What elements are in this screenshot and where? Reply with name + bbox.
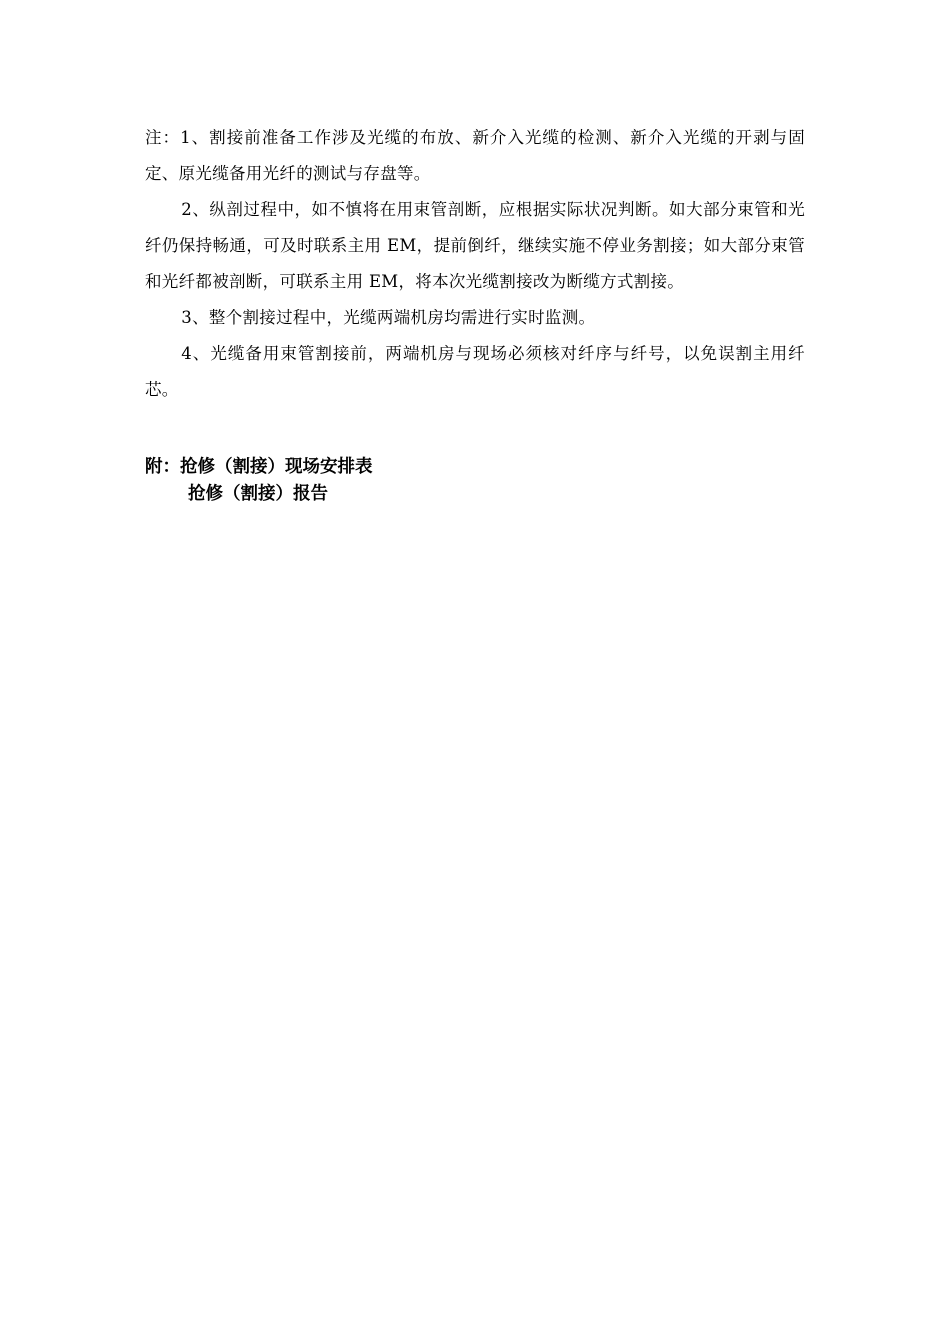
note-1: 注：1、割接前准备工作涉及光缆的布放、新介入光缆的检测、新介入光缆的开剥与固定、原光缆备用光纤的测试与存盘等。 <box>145 128 805 183</box>
appendix-section <box>145 454 805 508</box>
note-2: 2、纵剖过程中，如不慎将在用束管剖断，应根据实际状况判断。如大部分束管和光纤仍保持畅通，可及时联系主用 EM，提前倒纤，继续实施不停业务割接；如大部分束管和光纤都被剖断，可联系主用 EM，将本次光缆割接改为断缆方式割接。 <box>145 200 805 291</box>
appendix-line-2: 抢修（割接）报告 <box>188 484 328 504</box>
notes-section <box>145 120 805 408</box>
note-3: 3、整个割接过程中，光缆两端机房均需进行实时监测。 <box>181 308 596 327</box>
note-4: 4、光缆备用束管割接前，两端机房与现场必须核对纤序与纤号，以免误割主用纤芯。 <box>145 344 805 399</box>
appendix-line-1: 附：抢修（割接）现场安排表 <box>145 457 373 477</box>
